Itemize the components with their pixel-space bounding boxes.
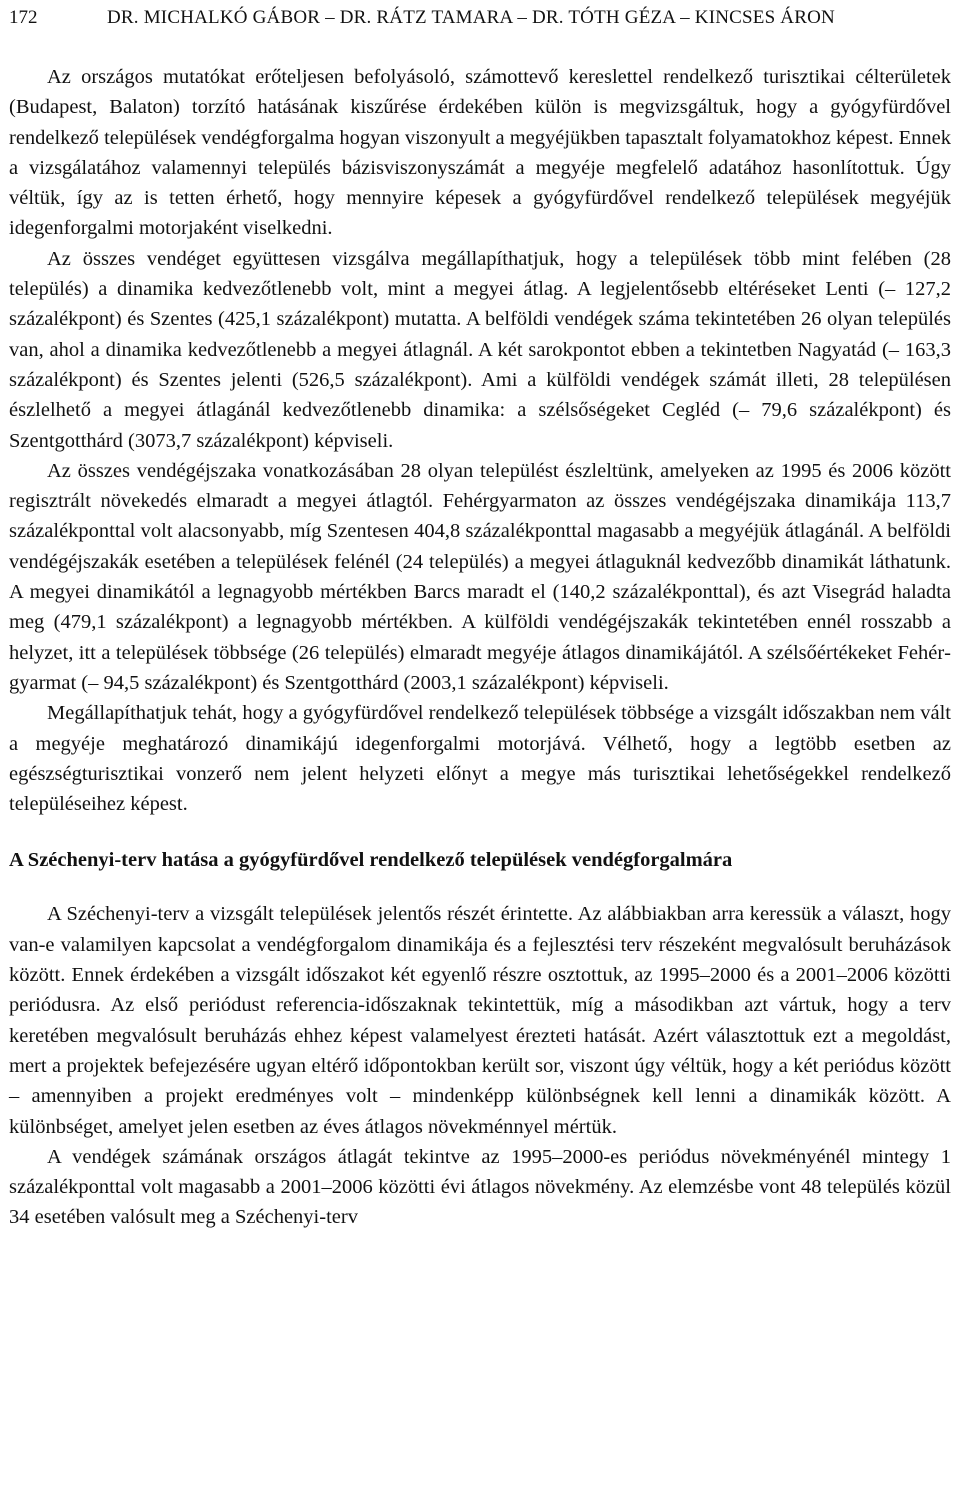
paragraph: A vendégek számának országos átlagát tekintve az 1995–2000-es periódus növekményénél mintegy 1 százalékponttal volt magasabb a 2001–2006 közötti évi átlagos növekmény. Az elemzésbe vont 48 település közül 34 esetében valósult meg a Széchenyi-terv [9,1145,951,1229]
paragraph: Az országos mutatókat erőteljesen befolyásoló, számottevő kereslettel rendelkező turisztikai célterületek (Budapest, Balaton) torzító hatásának kiszűrése érdekében külön is megvizsgáltuk, hogy a gyógyfürdővel rendelkező települések vendégforgalma hogyan viszonyult a megyéjükben tapasztalt folyamatokhoz képest. Ennek a vizsgálatához valamennyi település bázisviszonyszámát a megyéje megfelelő adatához hasonlítottuk. Úgy véltük, így az is tetten érhető, hogy mennyire képesek a gyógyfürdővel rendelkező települések megyéjük idegenforgalmi motorjaként viselkedni. [9,66,951,240]
body-text [9,62,951,1233]
paragraph: Az összes vendégéjszaka vonatkozásában 28 olyan települést észleltünk, amelyeken az 1995 és 2006 között regisztrált növekedés elmaradt a megyei átlagtól. Fehérgyarmaton az összes vendégéjszaka dinamikája 113,7 százalékponttal volt alacsonyabb, míg Szentesen 404,8 százalékponttal magasabb a megyéjük átlagánál. A belföldi vendégéjszakák esetében a települések felénél (24 település) a megyei átlaguknál kedvezőbb dinamikát láthatunk. A megyei dinamikától a legnagyobb mértékben Barcs maradt el (140,2 százalékponttal), és azt Visegrád haladta meg (479,1 százalékpont) a legnagyobb mértékben. A külföldi vendégéjszakák tekintetében ennél rosszabb a helyzet, itt a települések többsége (26 település) elmaradt megyéje átlagos dinamikájától. A szélsőértékeket Fehérgyarmat (– 94,5 százalékpont) és Szentgotthárd (2003,1 százalékpont) képviseli. [9,459,951,694]
paragraph: Megállapíthatjuk tehát, hogy a gyógyfürdővel rendelkező települések többsége a vizsgált időszakban nem vált a megyéje meghatározó dinamikájú idegenforgalmi motorjává. Vélhető, hogy a legtöbb esetben az egészségturisztikai vonzerő nem jelent helyzeti előnyt a megye más turisztikai lehetőségekkel rendelkező településeihez képest. [9,702,951,816]
page-number: 172 [9,7,38,28]
running-header [9,0,951,36]
paragraph: Az összes vendéget együttesen vizsgálva megállapíthatjuk, hogy a települések több mint felében (28 település) a dinamika kedvezőtlenebb volt, mint a megyei átlag. A legjelentősebb eltéréseket Lenti (– 127,2 százalékpont) és Szentes (425,1 százalékpont) mutatta. A belföldi vendégek száma tekintetében 26 olyan település van, ahol a dinamika kedvezőtlenebb a megyei átlagnál. A két sarokpontot ebben a tekintetben Nagyatád (– 163,3 százalékpont) és Szentes jelenti (526,5 százalékpont). Ami a külföldi vendégek számát illeti, 28 településen észlelhető a megyei átlagánál kedvezőtlenebb dinamika: a szélsőségeket Cegléd (– 79,6 százalékpont) és Szentgotthárd (3073,7 százalékpont) képviseli. [9,247,951,452]
document-page [9,0,951,1233]
header-authors: DR. MICHALKÓ GÁBOR – DR. RÁTZ TAMARA – DR. TÓTH GÉZA – KINCSES ÁRON [107,7,835,28]
section-heading: A Széchenyi-terv hatása a gyógyfürdővel rendelkező települések vendégforgalmára [9,849,733,872]
paragraph: A Széchenyi-terv a vizsgált települések jelentős részét érintette. Az alábbiakban arra keressük a választ, hogy van-e valamilyen kapcsolat a vendégforgalom dinamikája és a fejlesztési terv részeként megvalósult beruházások között. Ennek érdekében a vizsgált időszakot két egyenlő részre osztottuk, az 1995–2000 és a 2001–2006 közötti periódusra. Az első periódust referencia-időszaknak tekintettük, míg a másodikban azt vártuk, hogy a terv keretében megvalósult beruházás ehhez képest valamelyest érezteti hatását. Azért választottuk ezt a megoldást, mert a projektek befejezésére ugyan eltérő időpontokban került sor, viszont úgy véltük, hogy a két periódus között – amennyiben a projekt eredményes volt – mindenképp különbségnek kell lenni a dinamikák között. A különbséget, amelyet jelen esetben az éves átlagos növekménnyel mértük. [9,903,951,1138]
